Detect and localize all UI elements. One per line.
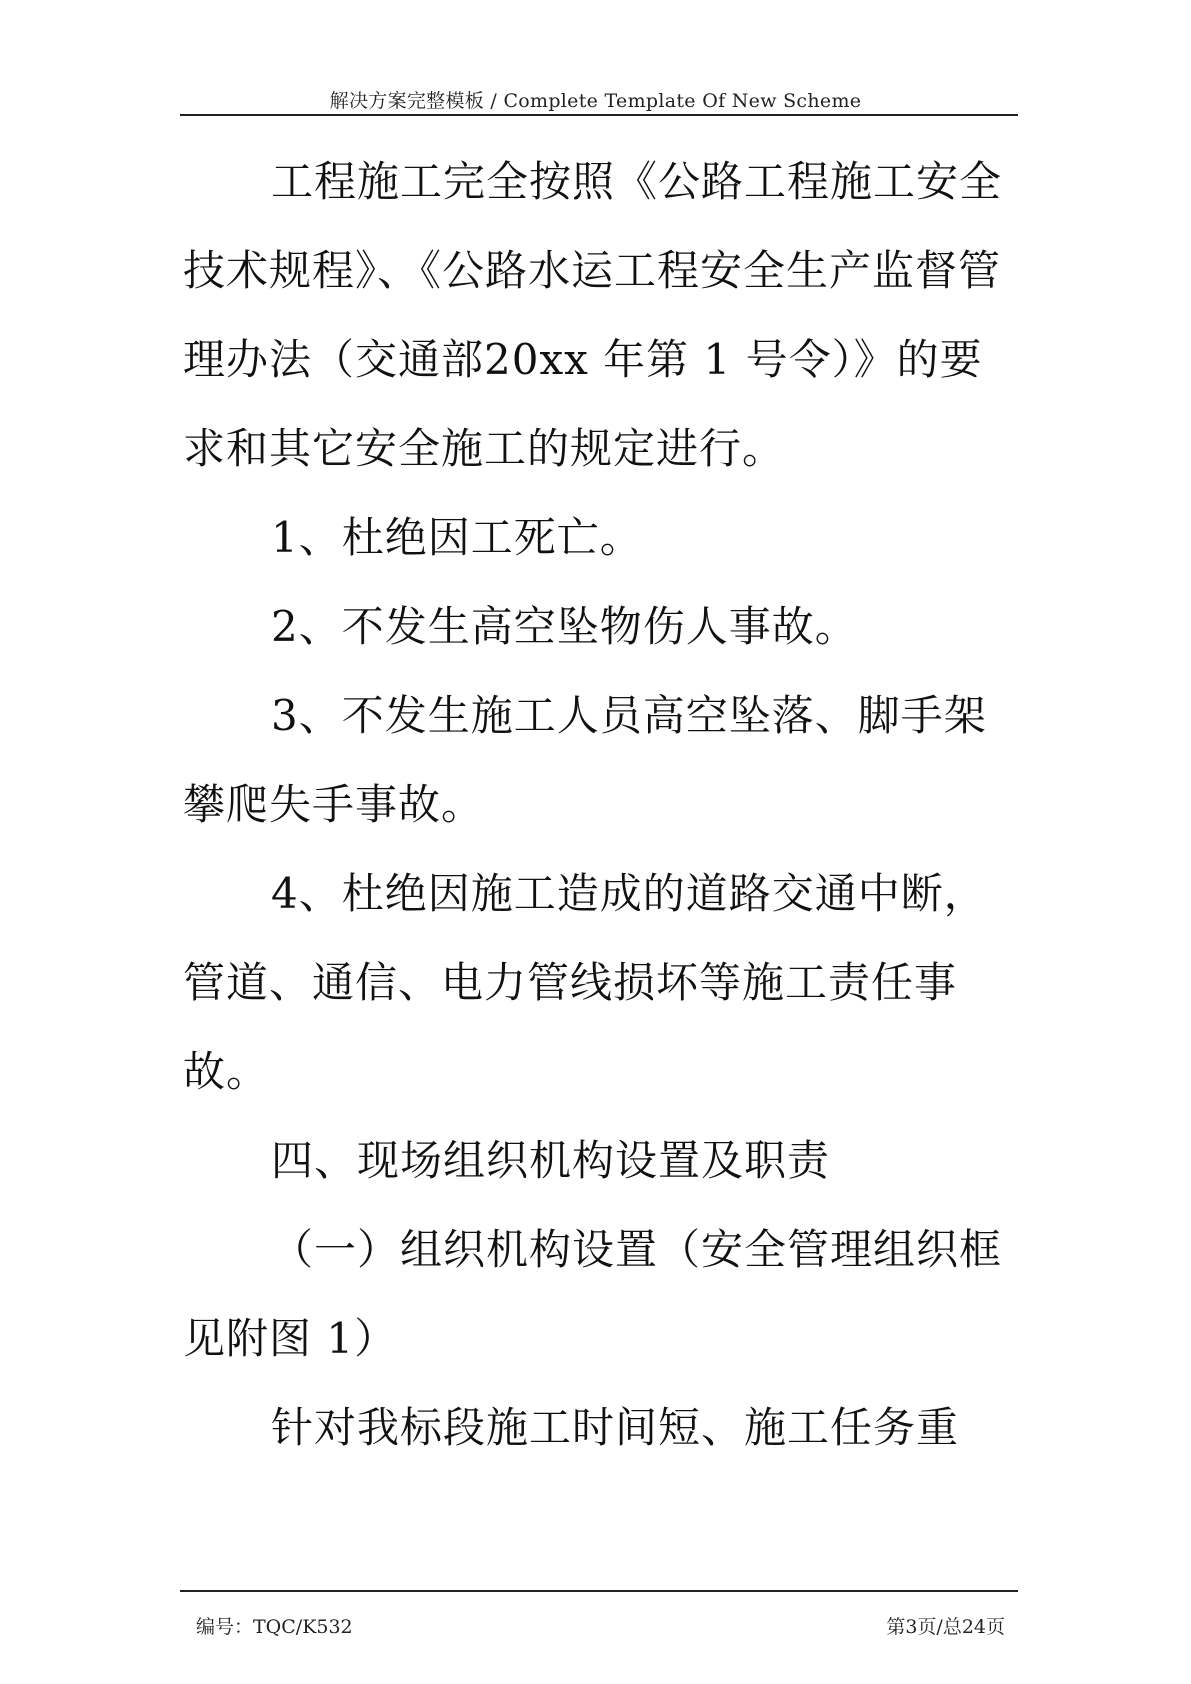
paragraph-continuation: 针对我标段施工时间短、施工任务重 bbox=[271, 1403, 960, 1452]
section-heading-organization: 四、现场组织机构设置及职责 bbox=[271, 1136, 831, 1185]
subsection-heading-structure: （一）组织机构设置（安全管理组织框见附图 1） bbox=[183, 1225, 1003, 1363]
document-code: 编号：TQC/K532 bbox=[196, 1616, 353, 1638]
footer-divider bbox=[180, 1590, 1018, 1592]
paragraph-goal-1: 1、杜绝因工死亡。 bbox=[271, 513, 643, 562]
page-number: 第3页/总24页 bbox=[886, 1616, 1005, 1638]
paragraph-goal-2: 2、不发生高空坠物伤人事故。 bbox=[271, 602, 858, 651]
paragraph-goal-3: 3、不发生施工人员高空坠落、脚手架攀爬失手事故。 bbox=[183, 691, 987, 829]
page-header-title: 解决方案完整模板 / Complete Template Of New Scheme bbox=[329, 90, 862, 112]
paragraph-goal-4: 4、杜绝因施工造成的道路交通中断，管道、通信、电力管线损坏等施工责任事故。 bbox=[183, 869, 987, 1096]
paragraph-safety-regulations: 工程施工完全按照《公路工程施工安全技术规程》、《公路水运工程安全生产监督管理办法（交通部20xx 年第 1 号令）》的要求和其它安全施工的规定进行。 bbox=[183, 157, 1003, 473]
document-body bbox=[183, 137, 1013, 1472]
header-divider bbox=[180, 114, 1018, 116]
